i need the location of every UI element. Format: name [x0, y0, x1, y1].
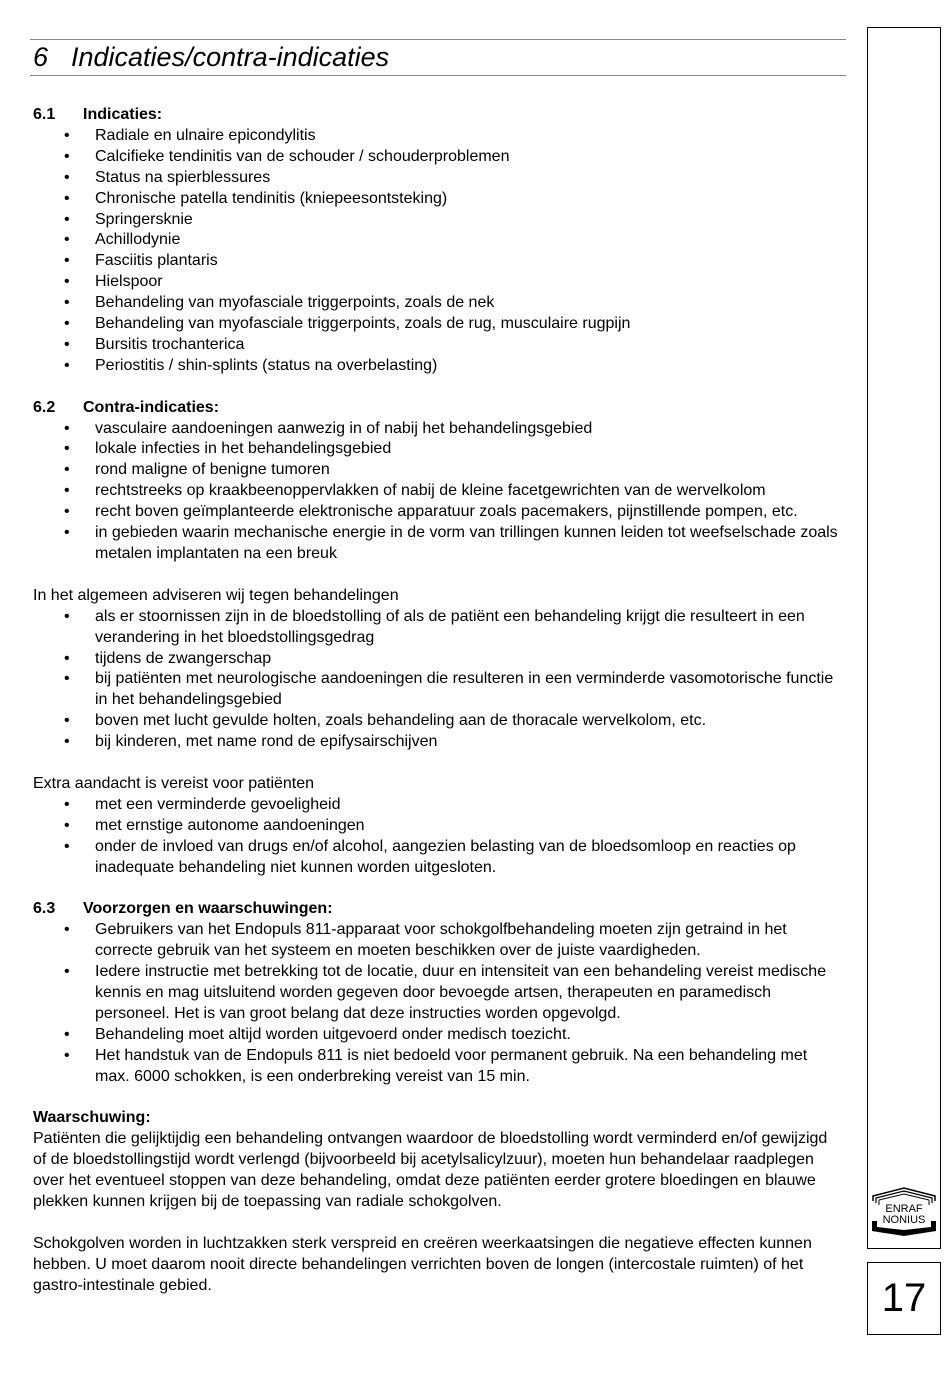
list-item: • met ernstige autonome aandoeningen: [33, 816, 843, 837]
list-item: • Gebruikers van het Endopuls 811-apparaat voor schokgolfbehandeling moeten zijn getraind in het correcte gebruik van het systeem en moeten beschikken over de juiste vaardigheden.: [33, 920, 843, 962]
warning-title: Waarschuwing:: [33, 1109, 151, 1127]
extra-list: [33, 795, 843, 879]
list-item: • Bursitis trochanterica: [33, 335, 843, 356]
list-item: • Achillodynie: [33, 230, 843, 251]
section-title: Contra-indicaties:: [83, 398, 220, 416]
list-item: • in gebieden waarin mechanische energie in de vorm van trillingen kunnen leiden tot weefselschade zoals metalen implantaten na een breuk: [33, 523, 843, 565]
list-item: • Het handstuk van de Endopuls 811 is niet bedoeld voor permanent gebruik. Na een behandeling met max. 6000 schokken, is een onderbreking vereist van 15 min.: [33, 1046, 843, 1088]
page-title: [33, 40, 389, 74]
list-item: • Radiale en ulnaire epicondylitis: [33, 126, 843, 147]
section-heading-6-3: [33, 899, 843, 920]
extra-intro: Extra aandacht is vereist voor patiënten: [33, 774, 315, 792]
list-item: • rechtstreeks op kraakbeenoppervlakken of nabij de kleine facetgewrichten van de wervelkolom: [33, 481, 843, 502]
indications-list: [33, 126, 843, 377]
precautions-list: [33, 920, 843, 1087]
list-item: • bij kinderen, met name rond de epifysairschijven: [33, 732, 843, 753]
list-item: • lokale infecties in het behandelingsgebied: [33, 439, 843, 460]
section-number: 6.2: [33, 398, 56, 416]
list-item: • Periostitis / shin-splints (status na overbelasting): [33, 356, 843, 377]
list-item: • als er stoornissen zijn in de bloedstolling of als de patiënt een behandeling krijgt die resulteert in een verandering in het bloedstollingsgedrag: [33, 607, 843, 649]
side-margin-box: [867, 27, 941, 1249]
advice-list: [33, 607, 843, 753]
advice-intro: In het algemeen adviseren wij tegen behandelingen: [33, 586, 399, 604]
enraf-nonius-logo: [870, 1187, 938, 1237]
list-item: • onder de invloed van drugs en/of alcohol, aangezien belasting van de bloedsomloop en reacties op inadequate behandeling niet kunnen worden uitgesloten.: [33, 837, 843, 879]
warning-paragraph-2: Schokgolven worden in luchtzakken sterk verspreid en creëren weerkaatsingen die negatieve effecten kunnen hebben. U moet daarom nooit directe behandelingen verrichten boven de longen (intercostale ruimten) of het gastro-intestinale gebied.: [33, 1234, 812, 1294]
warning-paragraph-1: Patiënten die gelijktijdig een behandeling ontvangen waardoor de bloedstolling wordt verminderd en/of gewijzigd of de bloedstollingstijd wordt verlengd (bijvoorbeeld bij acetylsalicylzuur), moeten hun behandelaar raadplegen over het eventueel stoppen van deze behandeling, omdat deze patiënten eerder grotere bloedingen en blauwe plekken kunnen krijgen bij de toepassing van radiale schokgolven.: [33, 1130, 828, 1211]
section-number: 6.1: [33, 106, 56, 123]
list-item: • Behandeling moet altijd worden uitgevoerd onder medisch toezicht.: [33, 1025, 843, 1046]
section-title: Indicaties:: [83, 106, 163, 123]
list-item: • Behandeling van myofasciale triggerpoints, zoals de rug, musculaire rugpijn: [33, 314, 843, 335]
list-item: • Status na spierblessures: [33, 168, 843, 189]
list-item: • Behandeling van myofasciale triggerpoints, zoals de nek: [33, 293, 843, 314]
list-item: • rond maligne of benigne tumoren: [33, 460, 843, 481]
chapter-number: 6: [33, 42, 49, 72]
page-content: [33, 105, 843, 1297]
logo-text-line1: ENRAF: [885, 1203, 923, 1215]
page-number: 17: [867, 1262, 941, 1335]
list-item: • Calcifieke tendinitis van de schouder / schouderproblemen: [33, 147, 843, 168]
logo-text-line2: NONIUS: [882, 1214, 926, 1226]
header-rule-bottom: [30, 75, 846, 76]
contraindications-list: [33, 419, 843, 565]
section-number: 6.3: [33, 900, 56, 918]
list-item: • Iedere instructie met betrekking tot de locatie, duur en intensiteit van een behandeling vereist medische kennis en mag uitsluitend worden gegeven door bevoegde artsen, therapeuten en paramedisch personeel. Het is van groot belang dat deze instructies worden opgevolgd.: [33, 962, 843, 1025]
list-item: • boven met lucht gevulde holten, zoals behandeling aan de thoracale wervelkolom, etc.: [33, 711, 843, 732]
list-item: • Fasciitis plantaris: [33, 251, 843, 272]
section-heading-6-2: [33, 398, 843, 419]
section-title: Voorzorgen en waarschuwingen:: [83, 900, 333, 918]
list-item: • Chronische patella tendinitis (kniepeesontsteking): [33, 189, 843, 210]
list-item: • Hielspoor: [33, 272, 843, 293]
list-item: • bij patiënten met neurologische aandoeningen die resulteren in een verminderde vasomotorische functie in het behandelingsgebied: [33, 669, 843, 711]
list-item: • recht boven geïmplanteerde elektronische apparatuur zoals pacemakers, pijnstillende pompen, etc.: [33, 502, 843, 523]
list-item: • tijdens de zwangerschap: [33, 649, 843, 670]
section-heading-6-1: [33, 105, 843, 126]
chapter-title: Indicaties/contra-indicaties: [71, 42, 390, 72]
list-item: • met een verminderde gevoeligheid: [33, 795, 843, 816]
list-item: • Springersknie: [33, 210, 843, 231]
list-item: • vasculaire aandoeningen aanwezig in of nabij het behandelingsgebied: [33, 419, 843, 440]
